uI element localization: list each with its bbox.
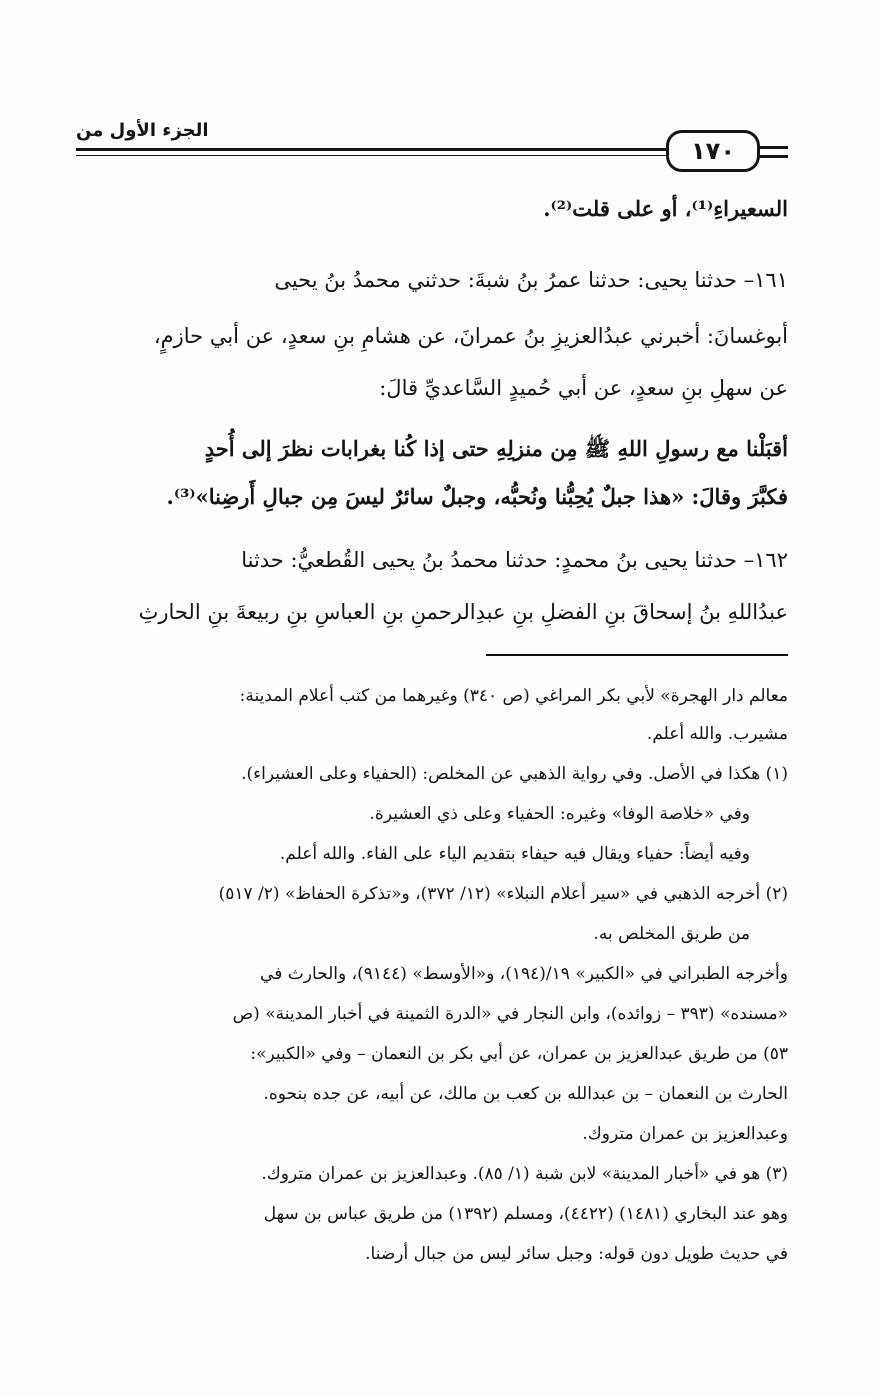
hadith-text: فكبَّرَ وقالَ: «هذا جبلٌ يُحِبُّنا ونُحبُّه، وجبلٌ سائرٌ ليسَ مِن جبالِ أَرضِنا»⁽³⁾. xyxy=(166,484,788,509)
page-header xyxy=(76,118,788,178)
footnote-3: (٣) هو في «أخبار المدينة» لابن شبة (١/ ٨٥). وعبدالعزيز بن عمران متروك. xyxy=(261,1164,788,1184)
footnote-line: «مسنده» (٣٩٣ – زوائده)، وابن النجار في «الدرة الثمينة في أخبار المدينة» (ص xyxy=(232,1004,788,1024)
text-line: السعيراءِ⁽¹⁾، أو على قلت⁽²⁾. xyxy=(543,196,788,221)
footnote-line: من طريق المخلص به. xyxy=(593,924,750,944)
footnote-line: ٥٣) من طريق عبدالعزيز بن عمران، عن أبي بكر بن النعمان – وفي «الكبير»: xyxy=(250,1044,788,1064)
header-rule-thin xyxy=(76,155,666,156)
hadith-chain-161: ١٦١– حدثنا يحيى: حدثنا عمرُ بنُ شبةَ: حدثني محمدُ بنُ يحيى xyxy=(274,268,788,292)
footnote-line: وهو عند البخاري (١٤٨١) (٤٤٢٢)، ومسلم (١٣٩٢) من طريق عباس بن سهل xyxy=(263,1204,788,1224)
footnote-line: الحارث بن النعمان – بن عبدالله بن كعب بن مالك، عن أبيه، عن جده بنحوه. xyxy=(263,1084,788,1104)
footnote-line: في حديث طويل دون قوله: وجبل سائر ليس من جبال أرضنا. xyxy=(365,1244,788,1264)
text-line: أبوغسانَ: أخبرني عبدُالعزيزِ بنُ عمرانَ، عن هشامِ بنِ سعدٍ، عن أبي حازمٍ، xyxy=(153,324,788,348)
footnote-line: معالم دار الهجرة» لأبي بكر المراغي (ص ٣٤٠) وغيرهما من كتب أعلام المدينة: xyxy=(239,686,788,706)
running-title: الجزء الأول من xyxy=(76,120,209,141)
hadith-text: أقبَلْنا مع رسولِ اللهِ ﷺ مِن منزلِهِ حتى إذا كُنا بغرابات نظرَ إلى أُحدٍ xyxy=(204,436,788,461)
footnote-2: (٢) أخرجه الذهبي في «سير أعلام النبلاء» (١٢/ ٣٧٢)، و«تذكرة الحفاظ» (٢/ ٥١٧) xyxy=(218,884,788,904)
text-line: عبدُاللهِ بنُ إسحاقَ بنِ الفضلِ بنِ عبدِالرحمنِ بنِ العباسِ بنِ ربيعةَ بنِ الحارثِ xyxy=(138,600,788,624)
footnote-1: (١) هكذا في الأصل. وفي رواية الذهبي عن المخلص: (الحفياء وعلى العشيراء). xyxy=(241,764,788,784)
footnote-line: مشيرب. والله أعلم. xyxy=(646,724,788,744)
footnote-line: وفيه أيضاً: حفياء ويقال فيه حيفاء بتقديم الياء على الفاء. والله أعلم. xyxy=(279,844,750,864)
header-rule xyxy=(76,148,666,151)
header-ornament xyxy=(760,146,788,149)
footnote-line: وفي «خلاصة الوفا» وغيره: الحفياء وعلى ذي العشيرة. xyxy=(369,804,750,824)
footnote-line: وعبدالعزيز بن عمران متروك. xyxy=(582,1124,788,1144)
hadith-chain-162: ١٦٢– حدثنا يحيى بنُ محمدٍ: حدثنا محمدُ بنُ يحيى القُطعيُّ: حدثنا xyxy=(241,548,788,572)
text-line: عن سهلِ بنِ سعدٍ، عن أبي حُميدٍ السَّاعديِّ قالَ: xyxy=(379,376,788,400)
footnote-separator xyxy=(486,654,788,656)
footnote-line: وأخرجه الطبراني في «الكبير» ١٩/(١٩٤)، و«الأوسط» (٩١٤٤)، والحارث في xyxy=(260,964,788,984)
page-number: ١٧٠ xyxy=(666,130,760,172)
header-ornament xyxy=(760,155,788,158)
